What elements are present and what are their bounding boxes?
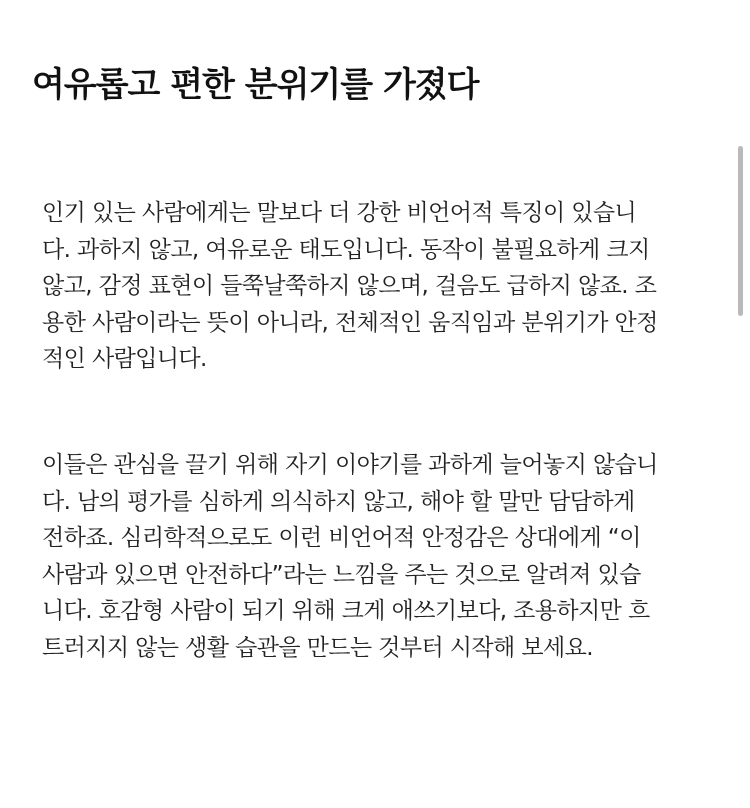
paragraph-line: 다. 과하지 않고, 여유로운 태도입니다. 동작이 불필요하게 크지: [42, 236, 650, 263]
paragraph-line: 다. 남의 평가를 심하게 의식하지 않고, 해야 할 말만 담담하게: [42, 488, 635, 515]
vertical-scrollbar[interactable]: [738, 146, 743, 316]
paragraph-line: 니다. 호감형 사람이 되기 위해 크게 애쓰기보다, 조용하지만 흐: [42, 598, 650, 624]
paragraph-line: 사람과 있으면 안전하다”라는 느낌을 주는 것으로 알려져 있습: [42, 561, 641, 588]
paragraph-line: 용한 사람이라는 뜻이 아니라, 전체적인 움직임과 분위기가 안정: [42, 309, 658, 336]
paragraph-line: 않고, 감정 표현이 들쭉날쭉하지 않으며, 걸음도 급하지 않죠. 조: [42, 273, 657, 299]
paragraph-line: 적인 사람입니다.: [42, 346, 207, 372]
paragraph-1: [42, 195, 732, 378]
paragraph-2: [42, 447, 732, 666]
paragraph-line: 전하죠. 심리학적으로도 이런 비언어적 안정감은 상대에게 “이: [42, 525, 641, 551]
paragraph-line: 인기 있는 사람에게는 말보다 더 강한 비언어적 특징이 있습니: [42, 200, 637, 226]
paragraph-line: 트러지지 않는 생활 습관을 만드는 것부터 시작해 보세요.: [42, 634, 593, 661]
paragraph-line: 이들은 관심을 끌기 위해 자기 이야기를 과하게 늘어놓지 않습니: [42, 452, 658, 478]
article-title: 여유롭고 편한 분위기를 가졌다: [32, 65, 479, 105]
